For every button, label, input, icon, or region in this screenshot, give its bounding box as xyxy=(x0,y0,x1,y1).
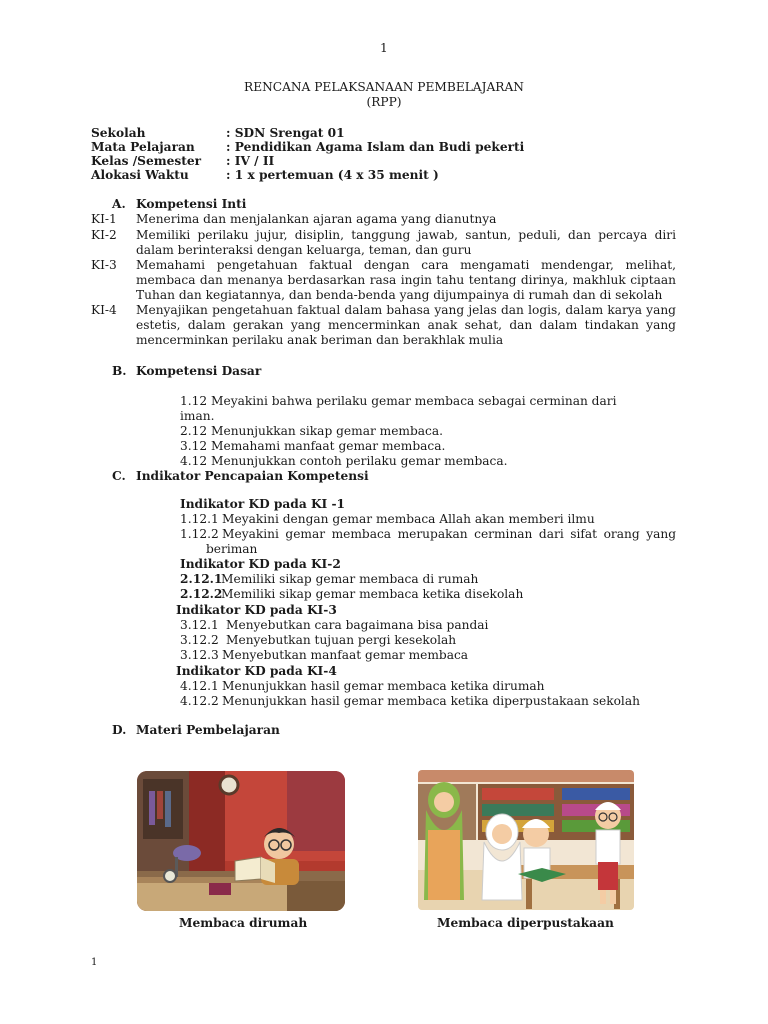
indicator-text: Menyebutkan cara bagaimana bisa pandai xyxy=(226,618,489,632)
indicator-number: 2.12.2 xyxy=(180,587,223,601)
boy-reading-at-home-illustration xyxy=(137,771,345,911)
indicator-text: Memiliki sikap gemar membaca di rumah xyxy=(221,572,479,586)
indicator-group-title: Indikator KD pada KI-3 xyxy=(176,603,337,617)
indicator-number: 1.12.1 xyxy=(180,512,219,526)
ki-text: Menerima dan menjalankan ajaran agama yang dianutnya xyxy=(136,212,497,226)
indicator-group-title: Indikator KD pada KI-2 xyxy=(180,557,341,571)
section-a-marker: A. xyxy=(112,197,126,211)
section-b-marker: B. xyxy=(112,364,127,378)
indicator-text: Menyebutkan tujuan pergi kesekolah xyxy=(226,633,457,647)
document-subtitle: (RPP) xyxy=(366,95,402,109)
ki-code: KI-3 xyxy=(91,258,117,272)
identity-label-class: Kelas /Semester xyxy=(91,154,202,168)
indicator-number: 3.12.2 xyxy=(180,633,219,647)
kd-item-continuation: iman. xyxy=(180,409,215,423)
figure-caption-library: Membaca diperpustakaan xyxy=(437,916,614,930)
indicator-number: 1.12.2 xyxy=(180,527,219,541)
indicator-text: Menyebutkan manfaat gemar membaca xyxy=(222,648,469,662)
identity-label-time: Alokasi Waktu xyxy=(91,168,189,182)
indicator-group-title: Indikator KD pada KI -1 xyxy=(180,497,346,511)
indicator-number: 2.12.1 xyxy=(180,572,223,586)
indicator-number: 3.12.1 xyxy=(180,618,219,632)
ki-code: KI-2 xyxy=(91,228,117,242)
ki-text: Memiliki perilaku jujur, disiplin, tanggung jawab, santun, peduli, dan percaya diri dalam berinteraksi dengan keluarga, teman, dan guru xyxy=(136,228,676,257)
ki-text: Memahami pengetahuan faktual dengan cara mengamati mendengar, melihat, membaca dan menanya berdasarkan rasa ingin tahu tentang dirinya, makhluk ciptaan Tuhan dan kegiatannya, dan benda-benda yang dijumpainya di rumah dan di sekolah xyxy=(136,258,676,302)
document-title: RENCANA PELAKSANAAN PEMBELAJARAN xyxy=(244,80,524,94)
section-b-heading: Kompetensi Dasar xyxy=(136,364,262,378)
identity-label-school: Sekolah xyxy=(91,126,146,140)
indicator-text-continuation: beriman xyxy=(206,542,258,556)
indicator-group-title: Indikator KD pada KI-4 xyxy=(176,664,337,678)
section-c-heading: Indikator Pencapaian Kompetensi xyxy=(136,469,369,483)
page-number-top: 1 xyxy=(380,41,388,55)
kd-item: 3.12 Memahami manfaat gemar membaca. xyxy=(180,439,446,453)
identity-value-school: : SDN Srengat 01 xyxy=(226,126,345,140)
section-d-marker: D. xyxy=(112,723,127,737)
indicator-text: Meyakini gemar membaca merupakan cerminan dari sifat orang yang xyxy=(222,527,676,541)
indicator-text: Meyakini dengan gemar membaca Allah akan memberi ilmu xyxy=(222,512,595,526)
indicator-text: Memiliki sikap gemar membaca ketika disekolah xyxy=(221,587,524,601)
kd-item: 2.12 Menunjukkan sikap gemar membaca. xyxy=(180,424,444,438)
children-reading-in-library-illustration xyxy=(418,770,634,910)
indicator-number: 4.12.2 xyxy=(180,694,219,708)
indicator-number: 3.12.3 xyxy=(180,648,219,662)
kd-item: 1.12 Meyakini bahwa perilaku gemar membaca sebagai cerminan dari xyxy=(180,394,617,408)
page-number-bottom: 1 xyxy=(91,957,98,968)
kd-item: 4.12 Menunjukkan contoh perilaku gemar membaca. xyxy=(180,454,508,468)
section-a-heading: Kompetensi Inti xyxy=(136,197,247,211)
ki-code: KI-4 xyxy=(91,303,117,317)
indicator-text: Menunjukkan hasil gemar membaca ketika diperpustakaan sekolah xyxy=(222,694,640,708)
identity-value-class: : IV / II xyxy=(226,154,275,168)
section-d-heading: Materi Pembelajaran xyxy=(136,723,280,737)
ki-text: Menyajikan pengetahuan faktual dalam bahasa yang jelas dan logis, dalam karya yang estetis, dalam gerakan yang mencerminkan anak sehat, dan dalam tindakan yang mencerminkan perilaku anak beriman dan berakhlak mulia xyxy=(136,303,676,347)
identity-value-subject: : Pendidikan Agama Islam dan Budi pekerti xyxy=(226,140,525,154)
indicator-number: 4.12.1 xyxy=(180,679,219,693)
indicator-text: Menunjukkan hasil gemar membaca ketika dirumah xyxy=(222,679,545,693)
section-c-marker: C. xyxy=(112,469,126,483)
figure-caption-home: Membaca dirumah xyxy=(179,916,308,930)
identity-value-time: : 1 x pertemuan (4 x 35 menit ) xyxy=(226,168,439,182)
ki-code: KI-1 xyxy=(91,212,117,226)
identity-label-subject: Mata Pelajaran xyxy=(91,140,195,154)
